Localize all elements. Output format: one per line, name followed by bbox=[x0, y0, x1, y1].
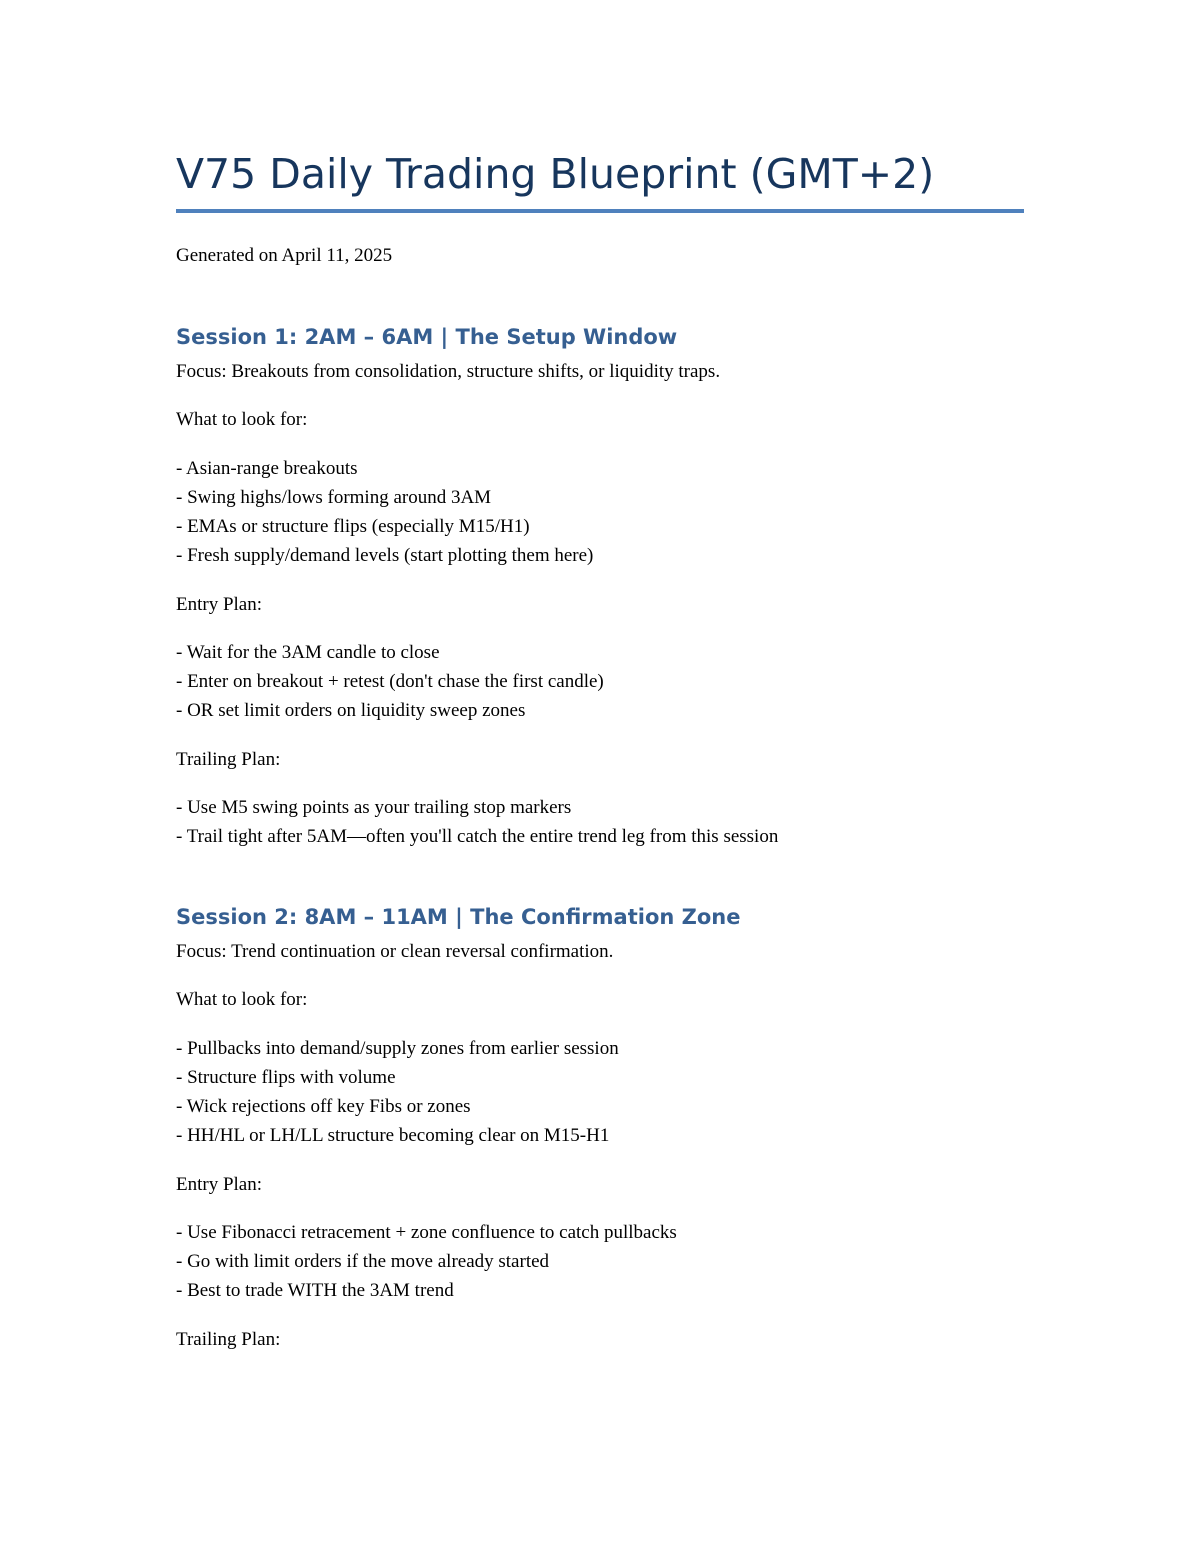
list-item: - Best to trade WITH the 3AM trend bbox=[176, 1280, 454, 1301]
session-1-trailing-label: Trailing Plan: bbox=[176, 749, 281, 770]
session-2-look-list bbox=[176, 1034, 619, 1150]
list-item: - Use M5 swing points as your trailing stop markers bbox=[176, 797, 572, 818]
list-item: - Enter on breakout + retest (don't chase the first candle) bbox=[176, 671, 604, 692]
list-item: - Trail tight after 5AM—often you'll catch the entire trend leg from this session bbox=[176, 826, 779, 847]
list-item: - Fresh supply/demand levels (start plotting them here) bbox=[176, 545, 594, 566]
list-item: - Wait for the 3AM candle to close bbox=[176, 642, 440, 663]
list-item: - Pullbacks into demand/supply zones from earlier session bbox=[176, 1038, 619, 1059]
session-2-entry-list bbox=[176, 1218, 677, 1305]
session-2-focus: Focus: Trend continuation or clean reversal confirmation. bbox=[176, 941, 614, 962]
session-1-trailing-list bbox=[176, 793, 778, 851]
list-item: - Structure flips with volume bbox=[176, 1067, 396, 1088]
list-item: - Use Fibonacci retracement + zone confluence to catch pullbacks bbox=[176, 1222, 677, 1243]
session-1-heading: Session 1: 2AM – 6AM | The Setup Window bbox=[176, 325, 678, 349]
document-title: V75 Daily Trading Blueprint (GMT+2) bbox=[176, 150, 935, 198]
session-1-entry-label: Entry Plan: bbox=[176, 594, 263, 615]
list-item: - Asian-range breakouts bbox=[176, 458, 358, 479]
session-1-focus: Focus: Breakouts from consolidation, structure shifts, or liquidity traps. bbox=[176, 361, 721, 382]
session-2-heading: Session 2: 8AM – 11AM | The Confirmation Zone bbox=[176, 905, 741, 929]
list-item: - Wick rejections off key Fibs or zones bbox=[176, 1096, 471, 1117]
list-item: - Go with limit orders if the move already started bbox=[176, 1251, 550, 1272]
session-2-look-label: What to look for: bbox=[176, 989, 308, 1010]
list-item: - OR set limit orders on liquidity sweep zones bbox=[176, 700, 526, 721]
list-item: - HH/HL or LH/LL structure becoming clear on M15-H1 bbox=[176, 1125, 610, 1146]
session-2-entry-label: Entry Plan: bbox=[176, 1174, 263, 1195]
session-1-entry-list bbox=[176, 638, 604, 725]
session-1-look-list bbox=[176, 454, 593, 570]
session-1-look-label: What to look for: bbox=[176, 409, 308, 430]
session-2-trailing-label: Trailing Plan: bbox=[176, 1329, 281, 1350]
list-item: - EMAs or structure flips (especially M15/H1) bbox=[176, 516, 530, 537]
generated-date: Generated on April 11, 2025 bbox=[176, 245, 393, 266]
title-underline bbox=[176, 209, 1024, 213]
list-item: - Swing highs/lows forming around 3AM bbox=[176, 487, 492, 508]
